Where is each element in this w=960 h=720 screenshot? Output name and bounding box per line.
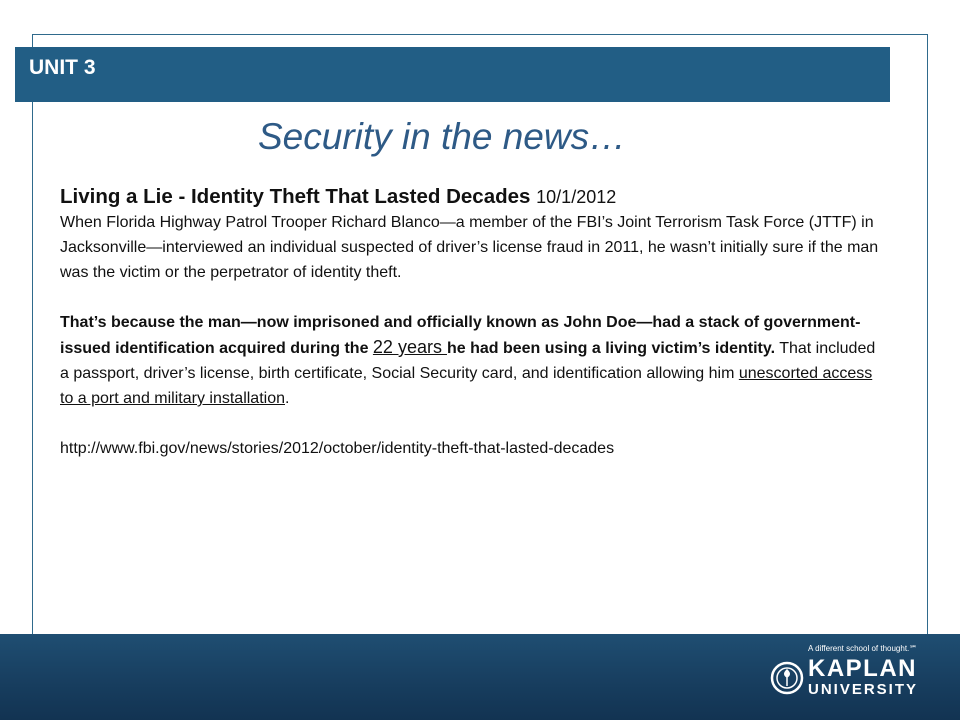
unit-banner <box>15 47 890 102</box>
p2-bold-end: he had been using a living victim’s identity. <box>446 340 776 357</box>
logo-subtext: UNIVERSITY <box>808 681 919 698</box>
source-url[interactable]: http://www.fbi.gov/news/stories/2012/october/identity-theft-that-lasted-decades <box>60 440 615 457</box>
p2-end: . <box>285 390 290 407</box>
p2-underlined: unescorted access to a port and military installation <box>60 365 873 407</box>
article-body <box>60 184 880 461</box>
slide-title: Security in the news… <box>258 116 627 157</box>
kaplan-logo <box>770 654 930 710</box>
p2-plain: That included a passport, driver’s license, birth certificate, Social Security card, and identification allowing him <box>60 340 876 382</box>
article-paragraph-1: When Florida Highway Patrol Trooper Richard Blanco—a member of the FBI’s Joint Terrorism Task Force (JTTF) in Jacksonville—interviewed an individual suspected of driver’s license fraud in 2011, he wasn’t initially sure if the man was the victim or the perpetrator of identity theft. <box>60 214 879 281</box>
logo-text: KAPLAN <box>808 655 917 682</box>
footer-tagline: A different school of thought.℠ <box>808 644 918 653</box>
footer-band <box>0 634 960 720</box>
unit-label: UNIT 3 <box>29 56 96 79</box>
article-headline: Living a Lie - Identity Theft That Lasted Decades <box>60 185 531 208</box>
article-paragraph-2 <box>60 310 880 411</box>
p2-bold-start: That’s because the man—now imprisoned and officially known as John Doe—had a stack of government-issued identification acquired during the <box>60 314 861 357</box>
article-date: 10/1/2012 <box>536 187 617 207</box>
article-headline-row <box>60 184 880 210</box>
p2-years: 22 years <box>372 337 447 357</box>
kaplan-seal-icon <box>770 661 804 695</box>
